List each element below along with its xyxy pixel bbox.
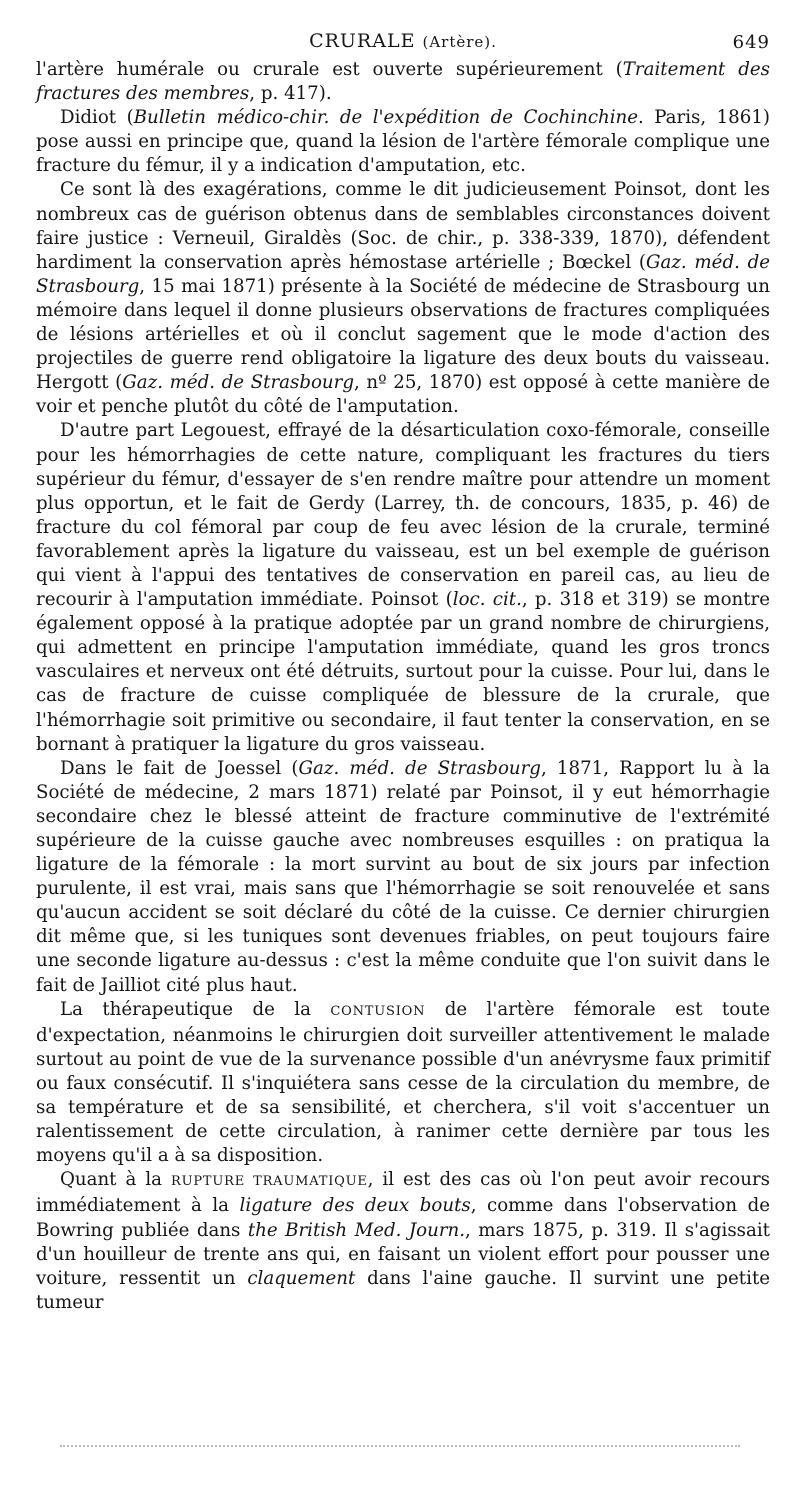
paragraph [36,178,770,419]
text-run: , 15 mai 1871) présente à la Société de médecine de Strasbourg un mémoire dans lequel il donne plusieurs observations de fractures compliquées de lésions artérielles et où il conclut sagement que le mode d'action des projectiles de guerre rend obligatoire la ligature des deux bouts du vaisseau. Hergott ( [36,275,770,394]
paragraph [36,1168,770,1315]
italic-run: Gaz. méd. de Strasbourg [122,372,354,394]
running-title-sub: (Artère). [422,33,497,51]
footer-rule [60,1445,740,1447]
text-run: , p. 318 et 319) se montre également opposé à la pratique adoptée par un grand nombre de chirurgiens, qui admettent en principe l'amputation immédiate, quand les gros troncs vasculaires et nerveux ont été détruits, surtout pour la cuisse. Pour lui, dans le cas de fracture de cuisse compliquée de blessure de la crurale, que l'hémorrhagie soit primitive ou secondaire, il faut tenter la conservation, en se bornant à pratiquer la ligature du gros vaisseau. [36,589,770,755]
italic-run: loc. cit. [452,589,522,611]
italic-run: the British Med. Journ. [247,1219,466,1241]
paragraph [36,419,770,756]
italic-run: Gaz. méd. de Strasbourg [36,251,771,297]
italic-run: Traitement des fractures des membres [36,59,770,105]
text-run: Ce sont là des exagérations, comme le dit judicieusement Poinsot, dont les nombreux cas de guérison obtenus dans de semblables circonstances doivent faire justice : Verneuil, Giraldès (Soc. de chir., p. 338-339, 1870), défendent hardiment la conservation après hémostase artérielle ; Bœckel ( [36,179,770,273]
running-title [36,30,770,52]
text-run: , il est des cas où l'on peut avoir recours immédiatement à la [36,1169,770,1217]
text-run: , mars 1875, p. 319. Il s'agissait d'un houilleur de trente ans qui, en faisant un violent effort pour pousser une voiture, ressentit un [36,1219,770,1289]
small-caps-run: CONTUSION [330,1003,426,1019]
text-run: Dans le fait de Joessel ( [60,757,299,779]
text-run: de l'artère fémorale est toute d'expectation, néanmoins le chirurgien doit surveiller attentivement le malade surtout au point de vue de la survenance possible d'un anévrysme faux primitif ou faux consécutif. Il s'inquiétera sans cesse de la circulation du membre, de sa température et de sa sensibilité, et cherchera, s'il voit s'accentuer un ralentissement de cette circulation, à ranimer cette dernière par tous les moyens qu'il a à sa disposition. [36,998,770,1167]
text-run: , p. 417). [249,83,332,105]
running-head [36,28,770,54]
text-run: D'autre part Legouest, effrayé de la désarticulation coxo-fémorale, conseille pour les hémorrhagies de cette nature, compliquant les fractures du tiers supérieur du fémur, d'essayer de s'en rendre maître pour attendre un moment plus opportun, et le fait de Gerdy (Larrey, th. de concours, 1835, p. 46) de fracture du col fémoral par coup de feu avec lésion de la crurale, terminé favorablement après la ligature du vaisseau, est un bel exemple de guérison qui vient à l'appui des tentatives de conservation en pareil cas, au lieu de recourir à l'amputation immédiate. Poinsot ( [36,420,770,611]
paragraph [36,757,770,998]
text-run: , 1871, Rapport lu à la Société de médecine, 2 mars 1871) relaté par Poinsot, il y eut hémorrhagie secondaire chez le blessé atteint de fracture comminutive de l'extrémité supérieure de la cuisse gauche avec nombreuses esquilles : on pratiqua la ligature de la fémorale : la mort survint au bout de six jours par infection purulente, il est vrai, mais sans que l'hémorrhagie se soit renouvelée et sans qu'aucun accident se soit déclaré du côté de la cuisse. Ce dernier chirurgien dit même que, si les tuniques sont devenues friables, on peut toujours faire une seconde ligature au-dessus : c'est la même conduite que l'on suivit dans le fait de Jailliot cité plus haut. [36,757,771,996]
paragraph [36,106,770,178]
text-run: La thérapeutique de la [60,998,331,1020]
small-caps-run: RUPTURE TRAUMATIQUE [170,1174,368,1190]
text-run: , nº 25, 1870) est opposé à cette manière de voir et penche plutôt du côté de l'amputation. [36,372,770,418]
text-run: Quant à la [60,1169,171,1191]
running-title-main: CRURALE [309,30,416,52]
paragraph [36,58,770,106]
body-text [36,58,770,1315]
italic-run: Gaz. méd. de Strasbourg [298,757,541,779]
text-run: dans l'aine gauche. Il survint une petite tumeur [36,1267,771,1313]
text-run: Didiot ( [60,107,134,129]
italic-run: Bulletin médico-chir. de l'expédition de Cochinchine [133,107,639,129]
text-run: l'artère humérale ou crurale est ouverte supérieurement ( [36,59,623,80]
text-run: , comme dans l'observation de Bowring publiée dans [36,1195,771,1241]
text-run: . Paris, 1861) pose aussi en principe que, quand la lésion de l'artère fémorale complique une fracture du fémur, il y a indication d'amputation, etc. [36,107,770,177]
page-number: 649 [732,32,770,53]
italic-run: claquement [247,1267,356,1289]
paragraph [36,998,770,1169]
italic-run: ligature des deux bouts [239,1195,471,1217]
